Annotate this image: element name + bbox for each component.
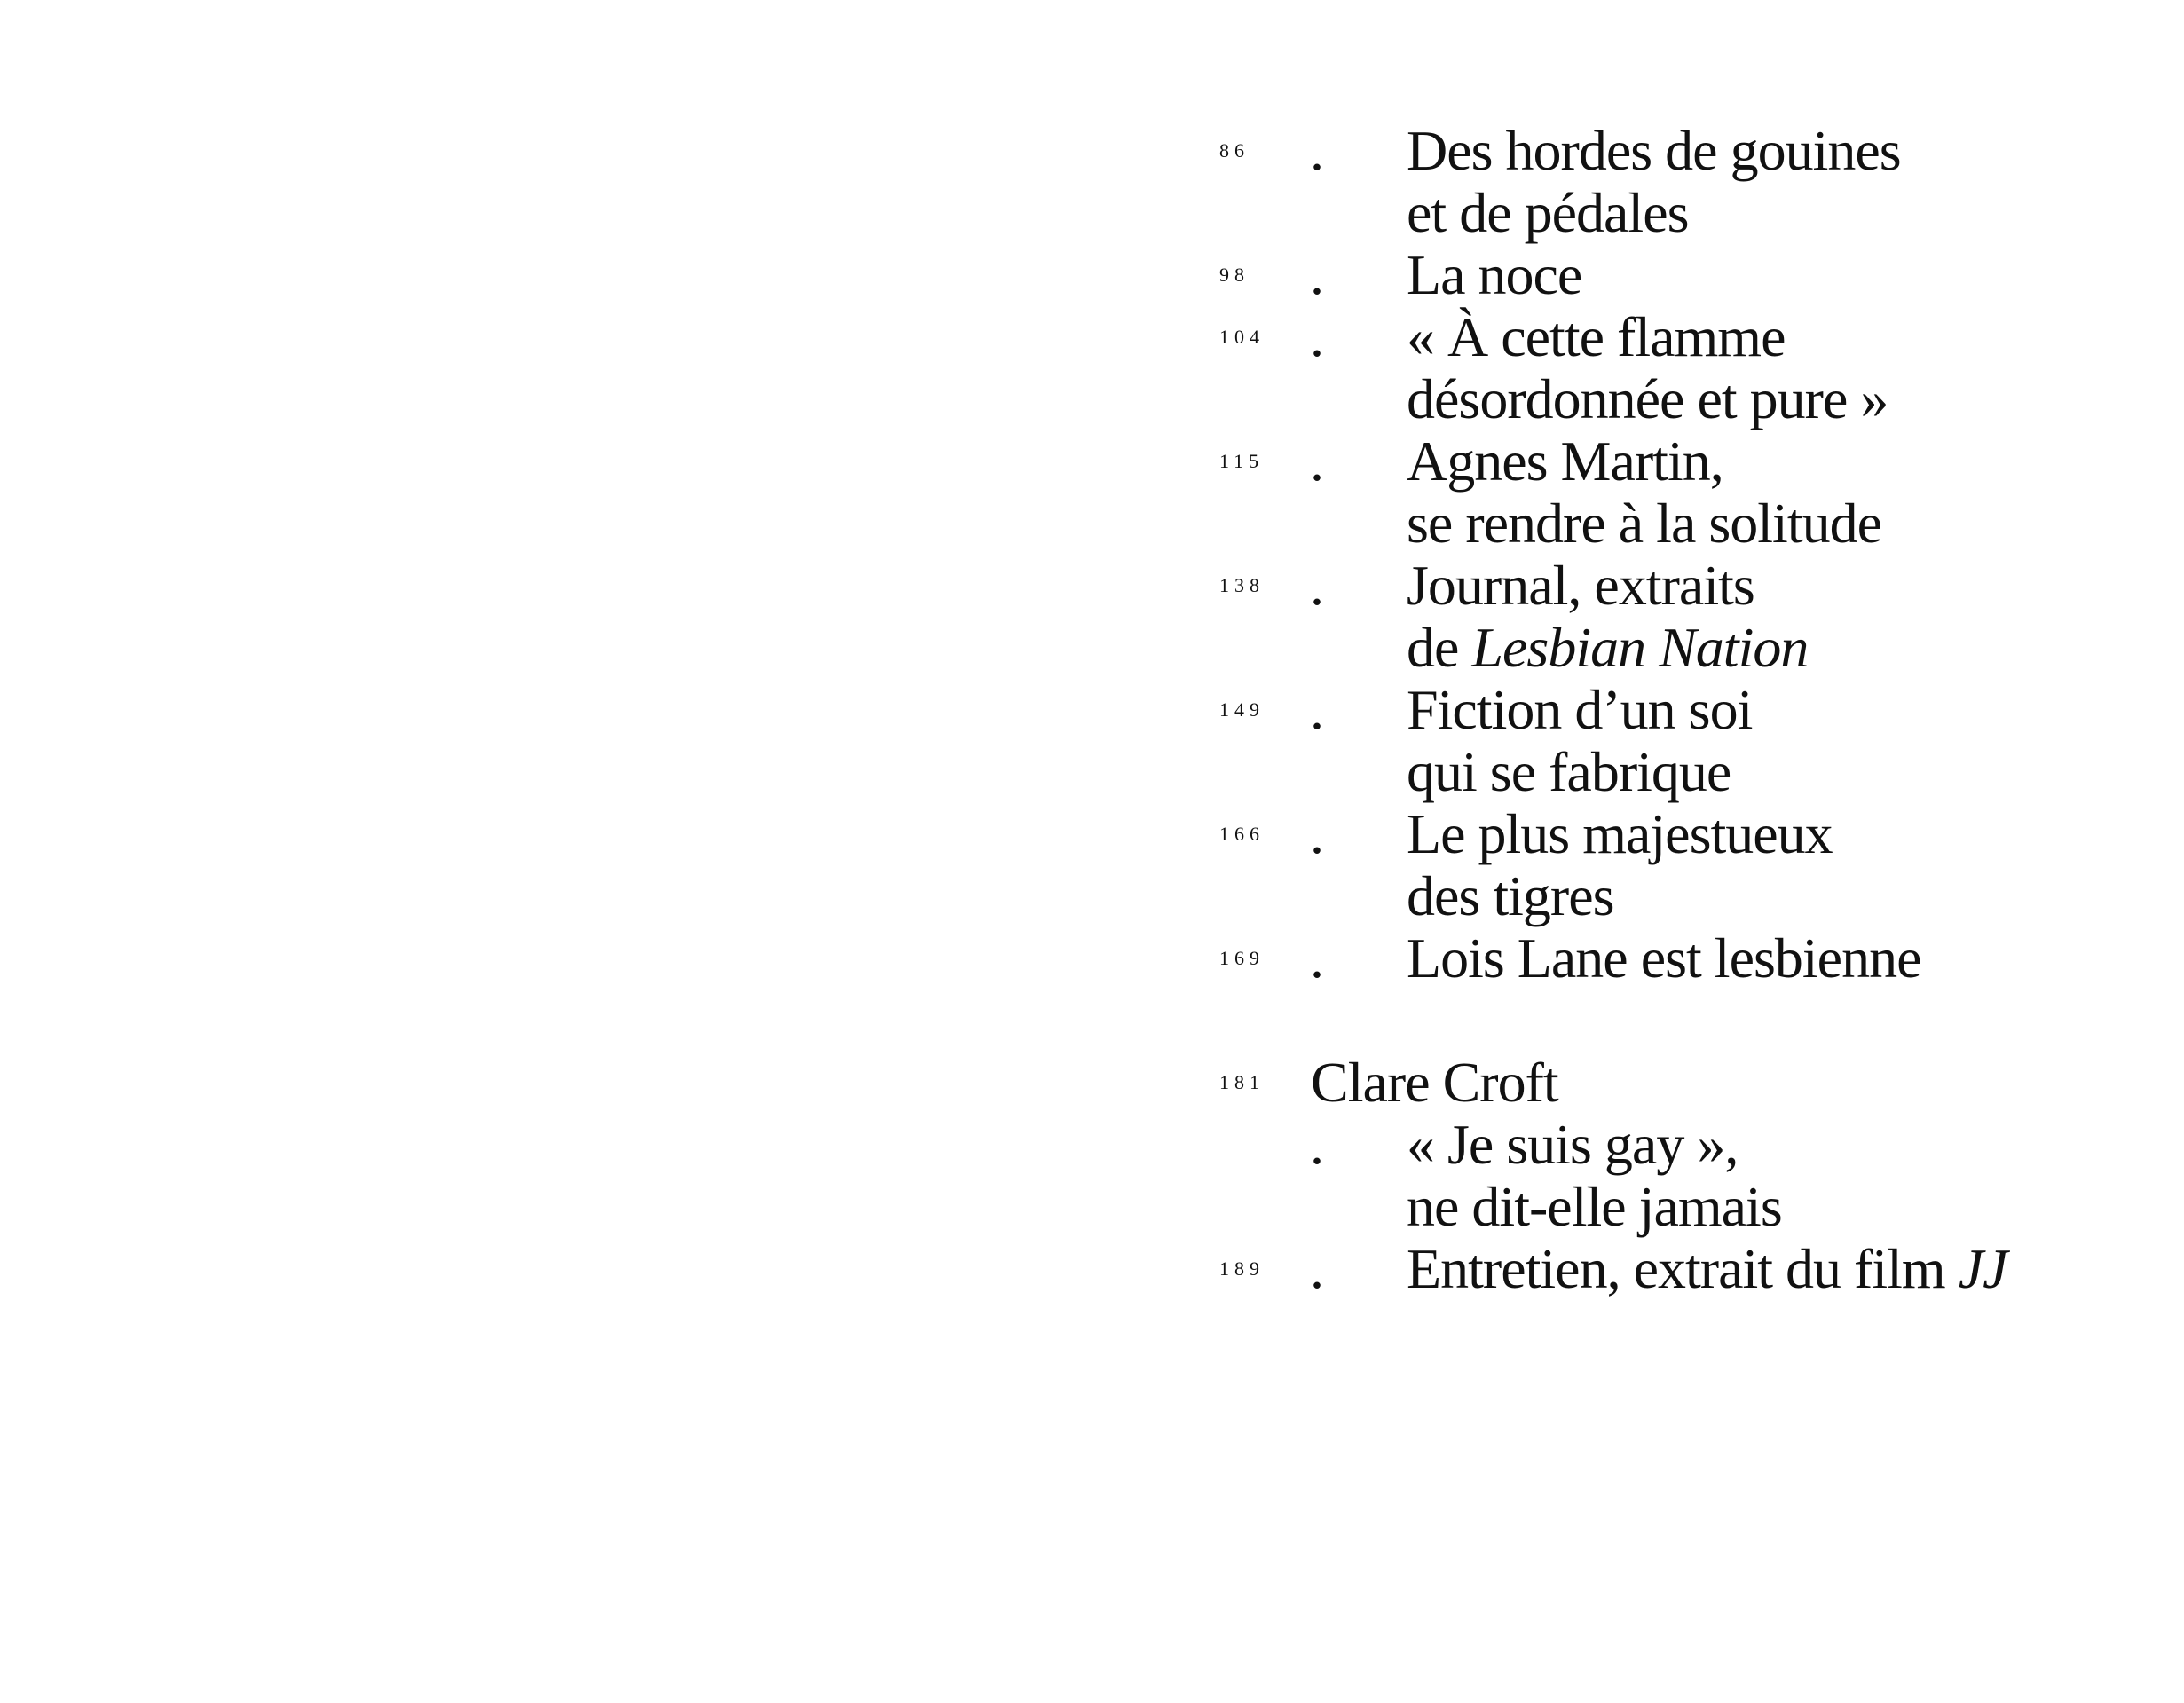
toc-entry-continuation <box>0 865 2184 927</box>
toc-entry-continuation <box>0 617 2184 679</box>
entry-title-line: et de pédales <box>1407 181 1689 244</box>
entry-title-line: se rendre à la solitude <box>1407 492 1881 555</box>
toc-entry[interactable] <box>0 306 2184 368</box>
toc-entry[interactable] <box>0 803 2184 865</box>
page-number: 166 <box>1219 823 1265 845</box>
entry-title-line: Agnes Martin, <box>1407 430 1723 493</box>
entry-title-line: des tigres <box>1407 864 1614 927</box>
italic-title: Lesbian Nation <box>1471 616 1809 679</box>
leader-dot: . <box>1310 305 1324 368</box>
entry-title-line: Lois Lane est lesbienne <box>1407 926 1921 989</box>
entry-title-prefix: de <box>1407 616 1472 679</box>
page-number: 104 <box>1219 326 1265 348</box>
toc-entry[interactable] <box>0 1238 2184 1300</box>
toc-entry[interactable] <box>0 927 2184 989</box>
toc-entry-continuation <box>0 493 2184 555</box>
leader-dot: . <box>1310 678 1324 741</box>
entry-title-line: « À cette flamme <box>1407 305 1786 368</box>
page-number: 181 <box>1219 1071 1265 1093</box>
page-number: 98 <box>1219 264 1250 286</box>
page-number: 149 <box>1219 698 1265 721</box>
page-number: 115 <box>1219 450 1265 472</box>
leader-dot: . <box>1310 802 1324 865</box>
entry-title-line <box>1407 617 1808 679</box>
leader-dot: . <box>1310 1237 1324 1300</box>
page-number: 86 <box>1219 139 1250 162</box>
toc-author-heading[interactable] <box>0 1052 2184 1114</box>
italic-title: JJ <box>1958 1237 2007 1300</box>
toc-entry[interactable] <box>0 244 2184 306</box>
toc-entry-continuation <box>0 741 2184 803</box>
toc-entry[interactable] <box>0 1114 2184 1176</box>
author-name: Clare Croft <box>1311 1051 1558 1114</box>
toc-entry-continuation <box>0 1176 2184 1238</box>
leader-dot: . <box>1310 554 1324 617</box>
entry-title-line: qui se fabrique <box>1407 740 1731 803</box>
toc-entry[interactable] <box>0 679 2184 741</box>
page-number: 169 <box>1219 947 1265 969</box>
entry-title-line: désordonnée et pure » <box>1407 367 1888 430</box>
entry-title-line <box>1407 1238 2007 1300</box>
leader-dot: . <box>1310 926 1324 989</box>
toc-entry[interactable] <box>0 555 2184 617</box>
toc-entry-continuation <box>0 368 2184 430</box>
toc-entry-continuation <box>0 182 2184 244</box>
entry-title-line: La noce <box>1407 243 1582 306</box>
toc-entry[interactable] <box>0 120 2184 182</box>
page-number: 138 <box>1219 574 1265 596</box>
leader-dot: . <box>1310 430 1324 493</box>
entry-title-line: Des hordes de gouines <box>1407 119 1901 182</box>
entry-title-line: ne dit-elle jamais <box>1407 1175 1782 1238</box>
toc-entry[interactable] <box>0 430 2184 493</box>
entry-title-line: « Je suis gay », <box>1407 1113 1739 1176</box>
entry-title-line: Fiction d’un soi <box>1407 678 1753 741</box>
entry-title-line: Journal, extraits <box>1407 554 1754 617</box>
page-number: 189 <box>1219 1258 1265 1280</box>
leader-dot: . <box>1310 243 1324 306</box>
leader-dot: . <box>1310 1113 1324 1176</box>
leader-dot: . <box>1310 119 1324 182</box>
entry-title-line: Le plus majestueux <box>1407 802 1833 865</box>
entry-title-prefix: Entretien, extrait du film <box>1407 1237 1959 1300</box>
